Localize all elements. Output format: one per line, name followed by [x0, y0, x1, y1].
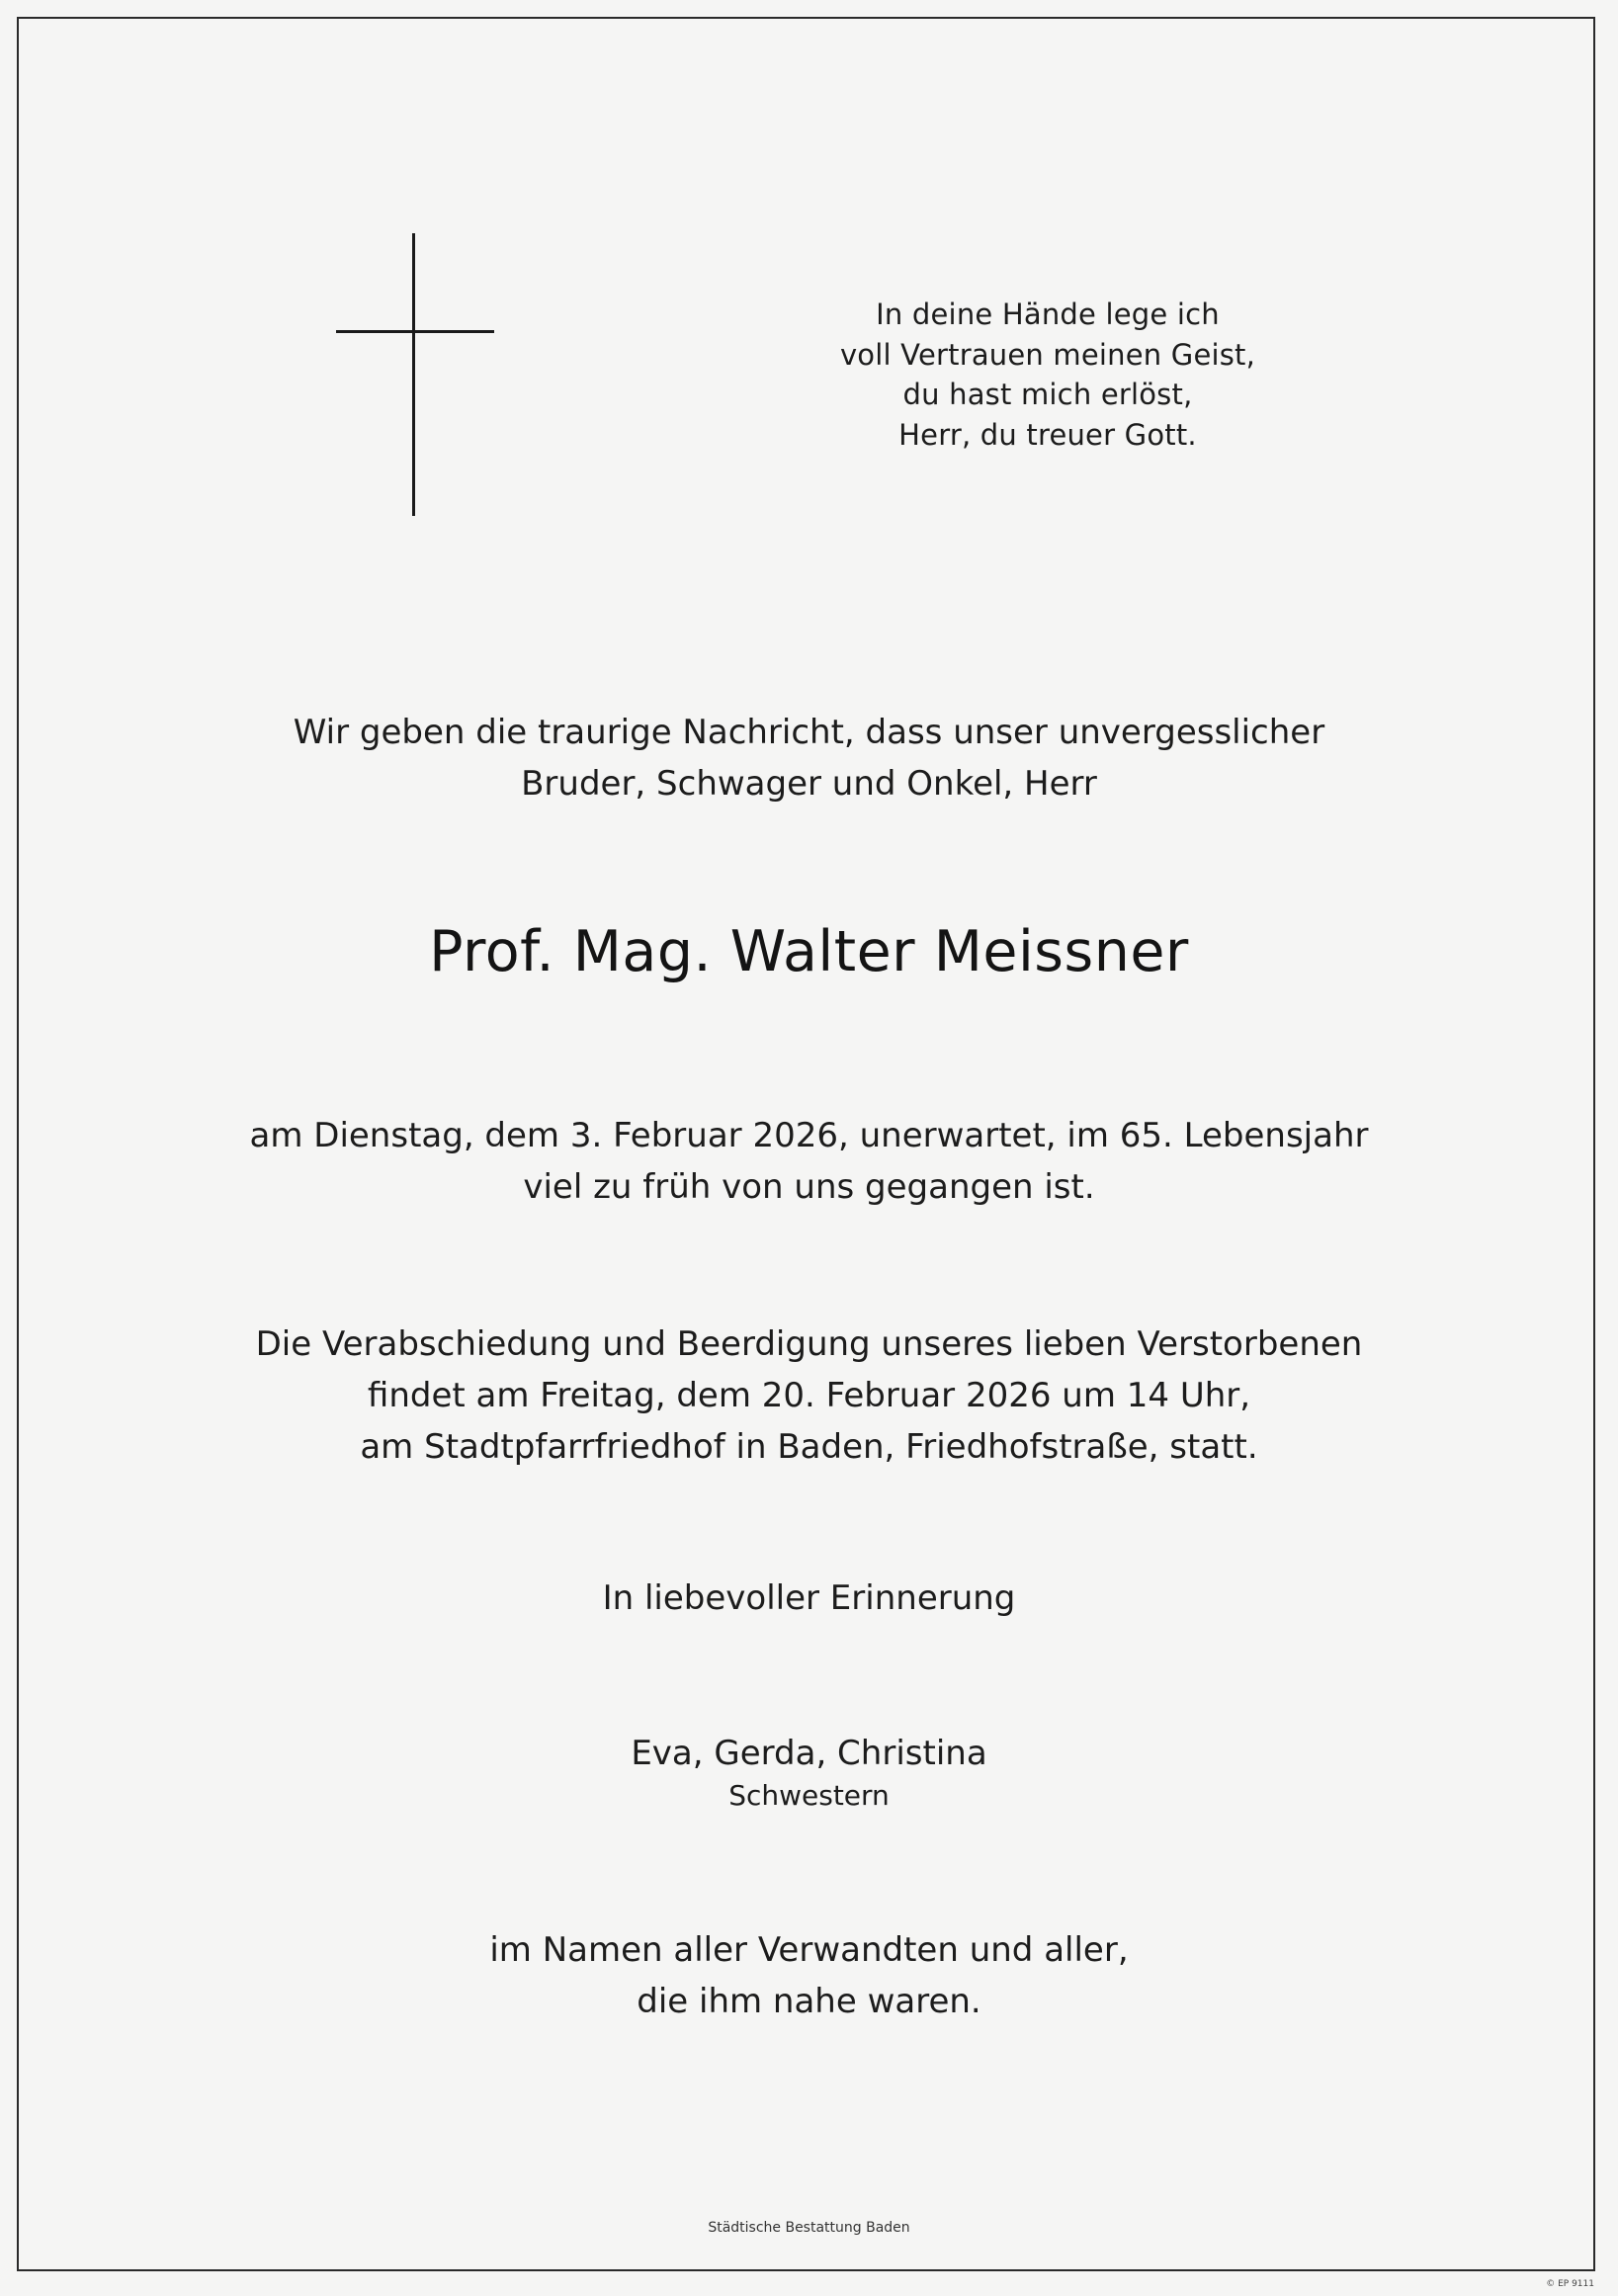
cross-vertical-bar [412, 233, 415, 516]
intro-line: Wir geben die traurige Nachricht, dass unser unvergesslicher [293, 713, 1325, 752]
death-notice [0, 1110, 1618, 1213]
funeral-notice-line: Die Verabschiedung und Beerdigung unseres lieben Verstorbenen [255, 1324, 1363, 1364]
funeral-notice [0, 1318, 1618, 1473]
closing-line: die ihm nahe waren. [637, 1982, 981, 2021]
deceased-name: Prof. Mag. Walter Meissner [429, 919, 1189, 984]
undertaker-name: Städtische Bestattung Baden [708, 2220, 910, 2236]
closing-text [0, 1924, 1618, 2027]
latin-cross-icon [336, 233, 494, 516]
memory-line: In liebevoller Erinnerung [602, 1578, 1016, 1618]
funeral-notice-line: findet am Freitag, dem 20. Februar 2026 um 14 Uhr, [367, 1376, 1251, 1415]
announcement-intro [0, 707, 1618, 809]
bible-verse [810, 295, 1285, 455]
mourner-names: Eva, Gerda, Christina [631, 1734, 987, 1773]
mourner-relation: Schwestern [728, 1779, 890, 1812]
print-code: © EP 9111 [1546, 2279, 1594, 2289]
verse-line: du hast mich erlöst, [902, 378, 1193, 411]
closing-line: im Namen aller Verwandten und aller, [489, 1930, 1129, 1970]
death-notice-line: viel zu früh von uns gegangen ist. [523, 1167, 1095, 1207]
verse-line: voll Vertrauen meinen Geist, [839, 337, 1256, 372]
verse-line: Herr, du treuer Gott. [898, 417, 1197, 452]
death-notice-line: am Dienstag, dem 3. Februar 2026, unerwartet, im 65. Lebensjahr [249, 1116, 1369, 1155]
funeral-notice-line: am Stadtpfarrfriedhof in Baden, Friedhofstraße, statt. [360, 1427, 1258, 1467]
intro-line: Bruder, Schwager und Onkel, Herr [521, 764, 1097, 804]
verse-line: In deine Hände lege ich [876, 298, 1220, 331]
cross-horizontal-bar [336, 330, 494, 333]
